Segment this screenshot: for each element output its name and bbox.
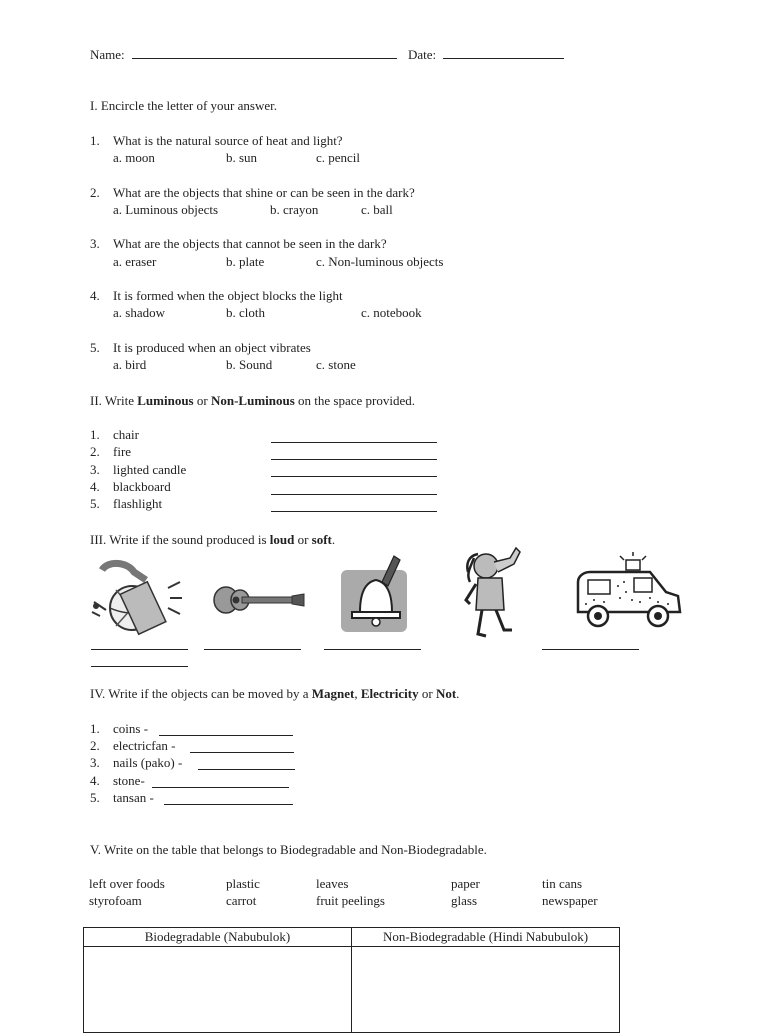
answer-blank[interactable] [152, 787, 289, 788]
word-bank-item: plastic [226, 876, 260, 891]
header-biodegradable: Biodegradable (Nabubulok) [84, 928, 352, 947]
table-header-row [84, 928, 620, 947]
item-text: chair [113, 427, 139, 442]
table-row [84, 947, 620, 1033]
title-bold-electricity: Electricity [360, 686, 419, 701]
choice-a[interactable]: a. eraser [113, 254, 157, 269]
item-text: blackboard [113, 479, 171, 494]
question-number: 1. [90, 133, 100, 148]
question-number: 3. [90, 236, 100, 251]
word-bank-item: left over foods [89, 876, 165, 891]
question-text: What are the objects that cannot be seen in the dark? [113, 236, 387, 251]
title-bold-non-luminous: Non-Luminous [210, 393, 295, 408]
choice-b[interactable]: b. plate [226, 254, 265, 269]
ambulance-icon [574, 552, 686, 634]
word-bank-item: newspaper [542, 893, 598, 908]
item-number: 2. [90, 738, 100, 753]
choice-b[interactable]: b. cloth [226, 305, 265, 320]
title-bold-loud: loud [269, 532, 295, 547]
answer-blank[interactable] [271, 459, 437, 460]
item-number: 3. [90, 755, 100, 770]
word-bank-item: tin cans [542, 876, 583, 891]
choice-a[interactable]: a. Luminous objects [113, 202, 219, 217]
title-text: IV. Write if the objects can be moved by a [90, 686, 312, 701]
question-number: 4. [90, 288, 100, 303]
item-number: 1. [90, 427, 100, 442]
biodegradable-table [83, 927, 620, 1033]
title-bold-magnet: Magnet [311, 686, 355, 701]
name-blank[interactable] [132, 47, 397, 59]
date-blank[interactable] [443, 47, 564, 59]
title-bold-not: Not [435, 686, 457, 701]
item-number: 4. [90, 479, 100, 494]
title-bold-soft: soft [311, 532, 332, 547]
choice-c[interactable]: c. Non-luminous objects [316, 254, 444, 269]
word-bank-item: glass [451, 893, 477, 908]
word-bank-item: styrofoam [89, 893, 142, 908]
answer-blank[interactable] [271, 476, 437, 477]
item-text: fire [113, 444, 132, 459]
title-text: or [193, 393, 211, 408]
date-label: Date: [408, 47, 437, 62]
choice-c[interactable]: c. pencil [316, 150, 361, 165]
answer-blank[interactable] [190, 752, 294, 753]
word-bank-item: fruit peelings [316, 893, 385, 908]
title-text: or [294, 532, 312, 547]
item-number: 4. [90, 773, 100, 788]
drum-icon [88, 558, 184, 638]
name-label: Name: [90, 47, 125, 62]
item-number: 1. [90, 721, 100, 736]
section1-title: I. Encircle the letter of your answer. [90, 98, 277, 113]
item-text: nails (pako) - [113, 755, 183, 770]
question-number: 5. [90, 340, 100, 355]
header-non-biodegradable: Non-Biodegradable (Hindi Nabubulok) [352, 928, 620, 947]
choice-b[interactable]: b. crayon [270, 202, 319, 217]
date-field [408, 47, 564, 63]
item-text: tansan - [113, 790, 154, 805]
item-text: stone- [113, 773, 145, 788]
answer-blank[interactable] [271, 494, 437, 495]
choice-a[interactable]: a. moon [113, 150, 155, 165]
answer-blank[interactable] [159, 735, 293, 736]
answer-blank-ambulance[interactable] [91, 666, 188, 667]
item-number: 2. [90, 444, 100, 459]
answer-blank-drum[interactable] [91, 649, 188, 650]
item-text: coins - [113, 721, 149, 736]
title-text: or [418, 686, 436, 701]
item-number: 5. [90, 790, 100, 805]
choice-a[interactable]: a. bird [113, 357, 147, 372]
answer-blank[interactable] [271, 442, 437, 443]
title-text: III. Write if the sound produced is [90, 532, 270, 547]
question-text: What is the natural source of heat and light? [113, 133, 343, 148]
section2-title [90, 393, 415, 409]
choice-c[interactable]: c. ball [361, 202, 393, 217]
title-text: . [456, 686, 460, 701]
answer-blank[interactable] [164, 804, 293, 805]
bell-icon [338, 552, 410, 636]
title-text: II. Write [90, 393, 138, 408]
item-number: 3. [90, 462, 100, 477]
title-text: . [331, 532, 336, 547]
guitar-icon [212, 582, 308, 618]
answer-blank[interactable] [198, 769, 295, 770]
section4-title [90, 686, 459, 702]
item-text: electricfan - [113, 738, 176, 753]
name-field [90, 47, 397, 63]
word-bank-item: carrot [226, 893, 257, 908]
section3-title [90, 532, 335, 548]
question-number: 2. [90, 185, 100, 200]
biodegradable-cell[interactable] [84, 947, 352, 1033]
item-text: lighted candle [113, 462, 187, 477]
title-bold-luminous: Luminous [137, 393, 194, 408]
choice-c[interactable]: c. notebook [361, 305, 422, 320]
question-text: It is formed when the object blocks the light [113, 288, 343, 303]
choice-b[interactable]: b. Sound [226, 357, 273, 372]
question-text: It is produced when an object vibrates [113, 340, 311, 355]
singer-icon [460, 544, 532, 644]
section5-title: V. Write on the table that belongs to Biodegradable and Non-Biodegradable. [90, 842, 487, 857]
answer-blank-bell[interactable] [324, 649, 421, 650]
choice-b[interactable]: b. sun [226, 150, 258, 165]
title-text: , [354, 686, 361, 701]
answer-blank-singer[interactable] [542, 649, 639, 650]
non-biodegradable-cell[interactable] [352, 947, 620, 1033]
choice-a[interactable]: a. shadow [113, 305, 165, 320]
word-bank-item: leaves [316, 876, 349, 891]
answer-blank[interactable] [271, 511, 437, 512]
answer-blank-guitar[interactable] [204, 649, 301, 650]
title-text: on the space provided. [294, 393, 415, 408]
word-bank-item: paper [451, 876, 480, 891]
item-number: 5. [90, 496, 100, 511]
question-text: What are the objects that shine or can be seen in the dark? [113, 185, 415, 200]
choice-c[interactable]: c. stone [316, 357, 356, 372]
item-text: flashlight [113, 496, 163, 511]
